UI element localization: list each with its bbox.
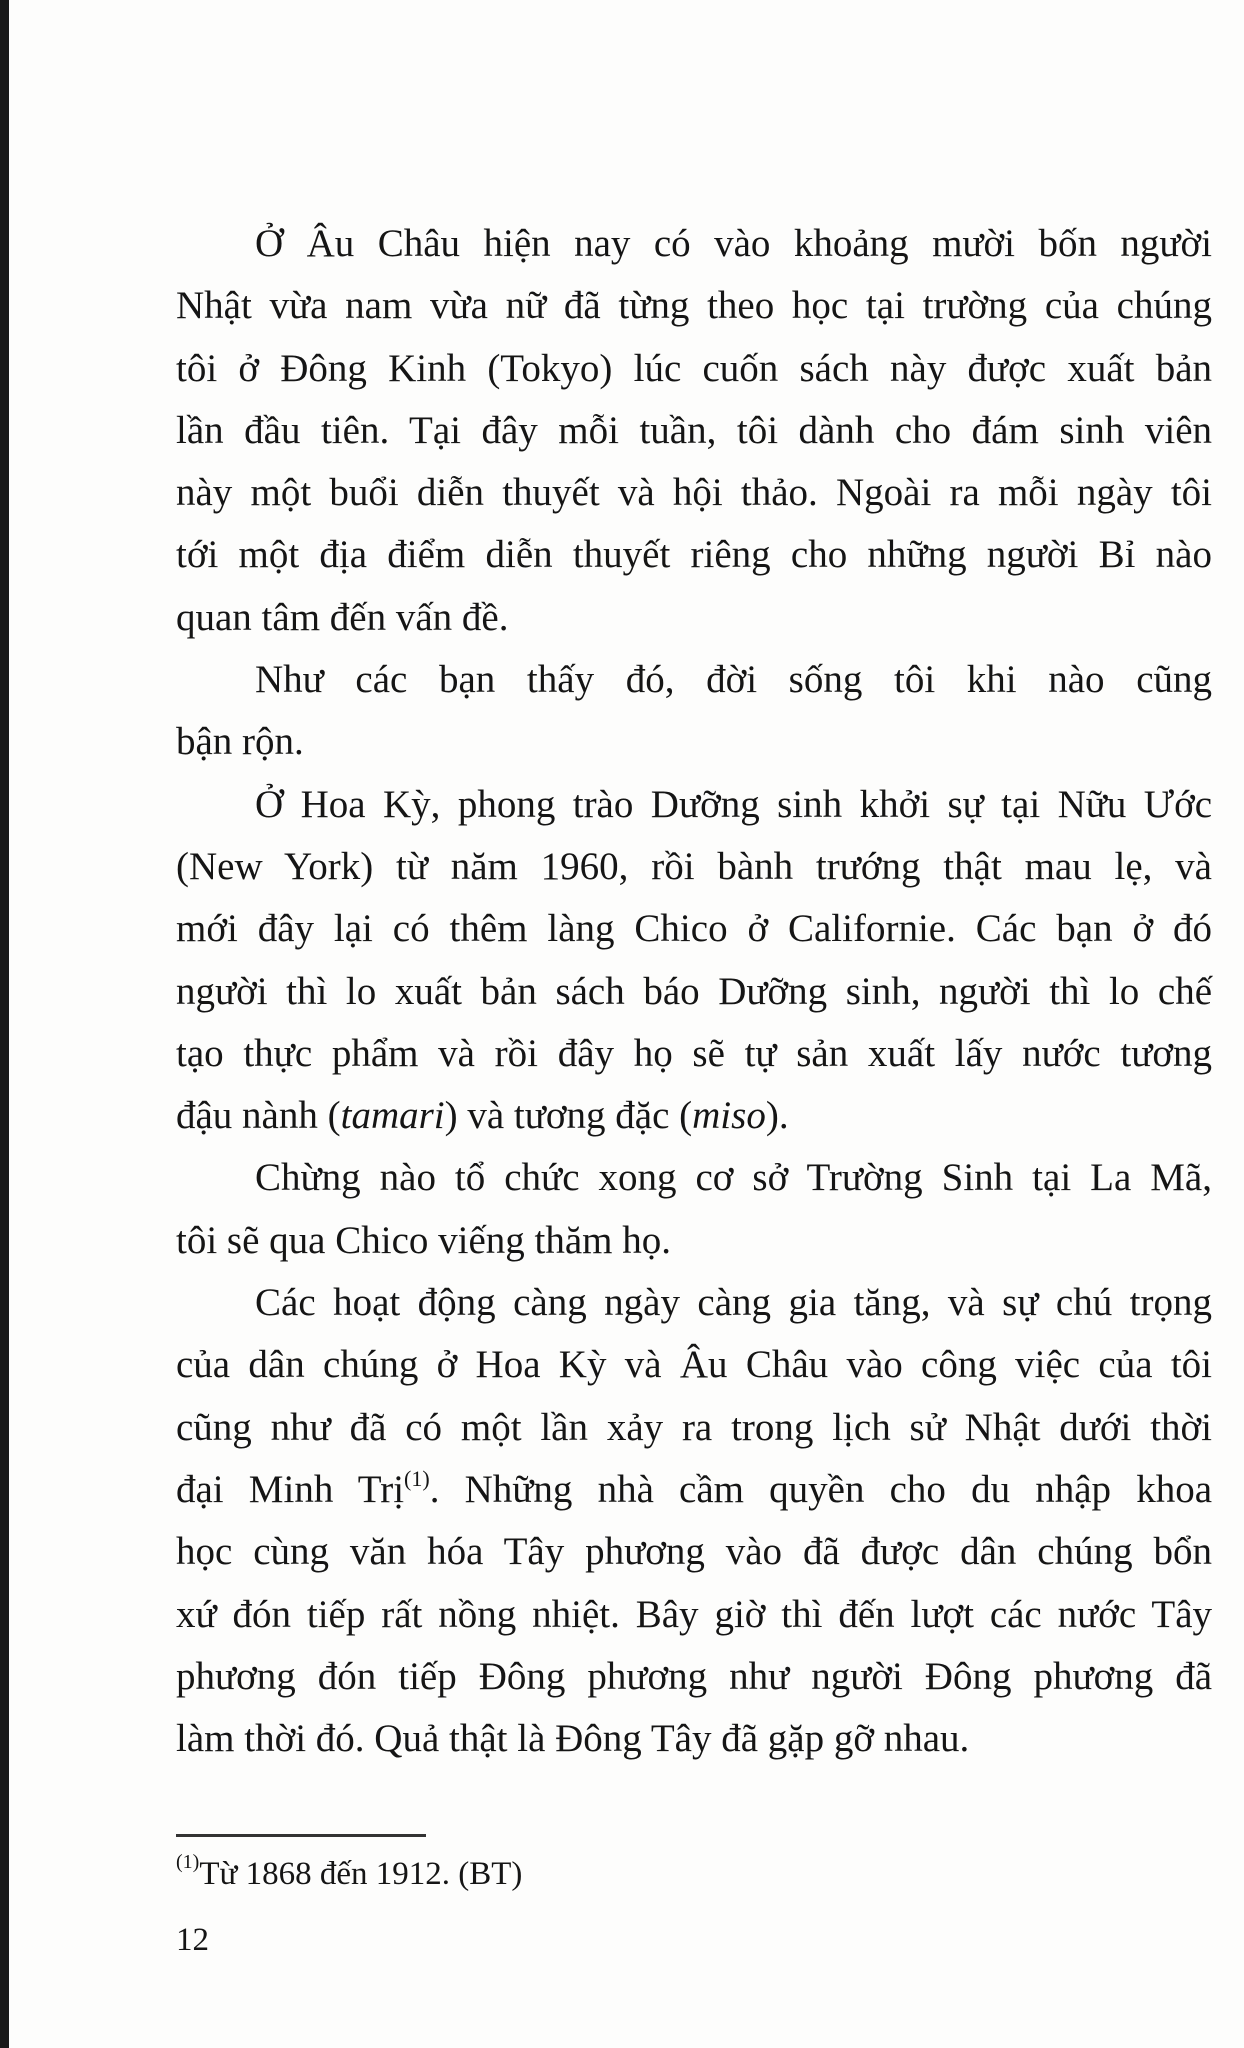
footnote-divider [176, 1834, 426, 1837]
text-line: học cùng văn hóa Tây phương vào đã được dân chúng bổn [176, 1530, 1212, 1574]
text-line: Các hoạt động càng ngày càng gia tăng, và sự chú trọng [255, 1281, 1212, 1325]
text-line: Như các bạn thấy đó, đời sống tôi khi nào cũng [255, 658, 1212, 702]
text-line: tôi sẽ qua Chico viếng thăm họ. [176, 1218, 672, 1262]
text-line: lần đầu tiên. Tại đây mỗi tuần, tôi dành cho đám sinh viên [176, 408, 1212, 452]
footnote [176, 1852, 522, 1896]
paragraph [176, 213, 1212, 649]
text-line: Nhật vừa nam vừa nữ đã từng theo học tại trường của chúng [176, 284, 1212, 328]
text-line: quan tâm đến vấn đề. [176, 595, 509, 639]
text-line: Chừng nào tổ chức xong cơ sở Trường Sinh tại La Mã, [255, 1156, 1212, 1200]
paragraph [176, 649, 1212, 774]
text-line: tới một địa điểm diễn thuyết riêng cho những người Bỉ nào [176, 533, 1212, 577]
paragraph [176, 1272, 1212, 1770]
text-line: người thì lo xuất bản sách báo Dưỡng sinh, người thì lo chế [176, 969, 1212, 1013]
paragraph [176, 1147, 1212, 1272]
footnote-marker: (1) [176, 1851, 200, 1873]
text-line: bận rộn. [176, 720, 304, 764]
footnote-text: Từ 1868 đến 1912. (BT) [199, 1856, 523, 1892]
text-line: xứ đón tiếp rất nồng nhiệt. Bây giờ thì đến lượt các nước Tây [176, 1592, 1212, 1636]
text-line: tạo thực phẩm và rồi đây họ sẽ tự sản xuất lấy nước tương [176, 1031, 1212, 1075]
text-line: làm thời đó. Quả thật là Đông Tây đã gặp gỡ nhau. [176, 1717, 970, 1761]
body-text [176, 213, 1212, 1770]
scan-edge-shadow [0, 0, 9, 2048]
text-line: mới đây lại có thêm làng Chico ở Californie. Các bạn ở đó [176, 907, 1212, 951]
text-line: Ở Hoa Kỳ, phong trào Dưỡng sinh khởi sự tại Nữu Ước [255, 782, 1212, 826]
page-number: 12 [176, 1922, 209, 1958]
text-line: này một buổi diễn thuyết và hội thảo. Ngoài ra mỗi ngày tôi [176, 471, 1212, 515]
text-line: Ở Âu Châu hiện nay có vào khoảng mười bốn người [255, 222, 1212, 265]
text-line: (New York) từ năm 1960, rồi bành trướng thật mau lẹ, và [176, 844, 1212, 888]
text-line: cũng như đã có một lần xảy ra trong lịch sử Nhật dưới thời [176, 1405, 1212, 1449]
text-line: đại Minh Trị$^{(1)}$. Những nhà cầm quyền cho du nhập khoa [176, 1465, 1212, 1511]
text-line: đậu nành (tamari) và tương đặc (miso). [176, 1094, 789, 1138]
text-line: của dân chúng ở Hoa Kỳ và Âu Châu vào công việc của tôi [176, 1343, 1212, 1387]
text-line: phương đón tiếp Đông phương như người Đông phương đã [176, 1654, 1212, 1698]
paragraph [176, 774, 1212, 1148]
text-line: tôi ở Đông Kinh (Tokyo) lúc cuốn sách này được xuất bản [176, 346, 1212, 390]
